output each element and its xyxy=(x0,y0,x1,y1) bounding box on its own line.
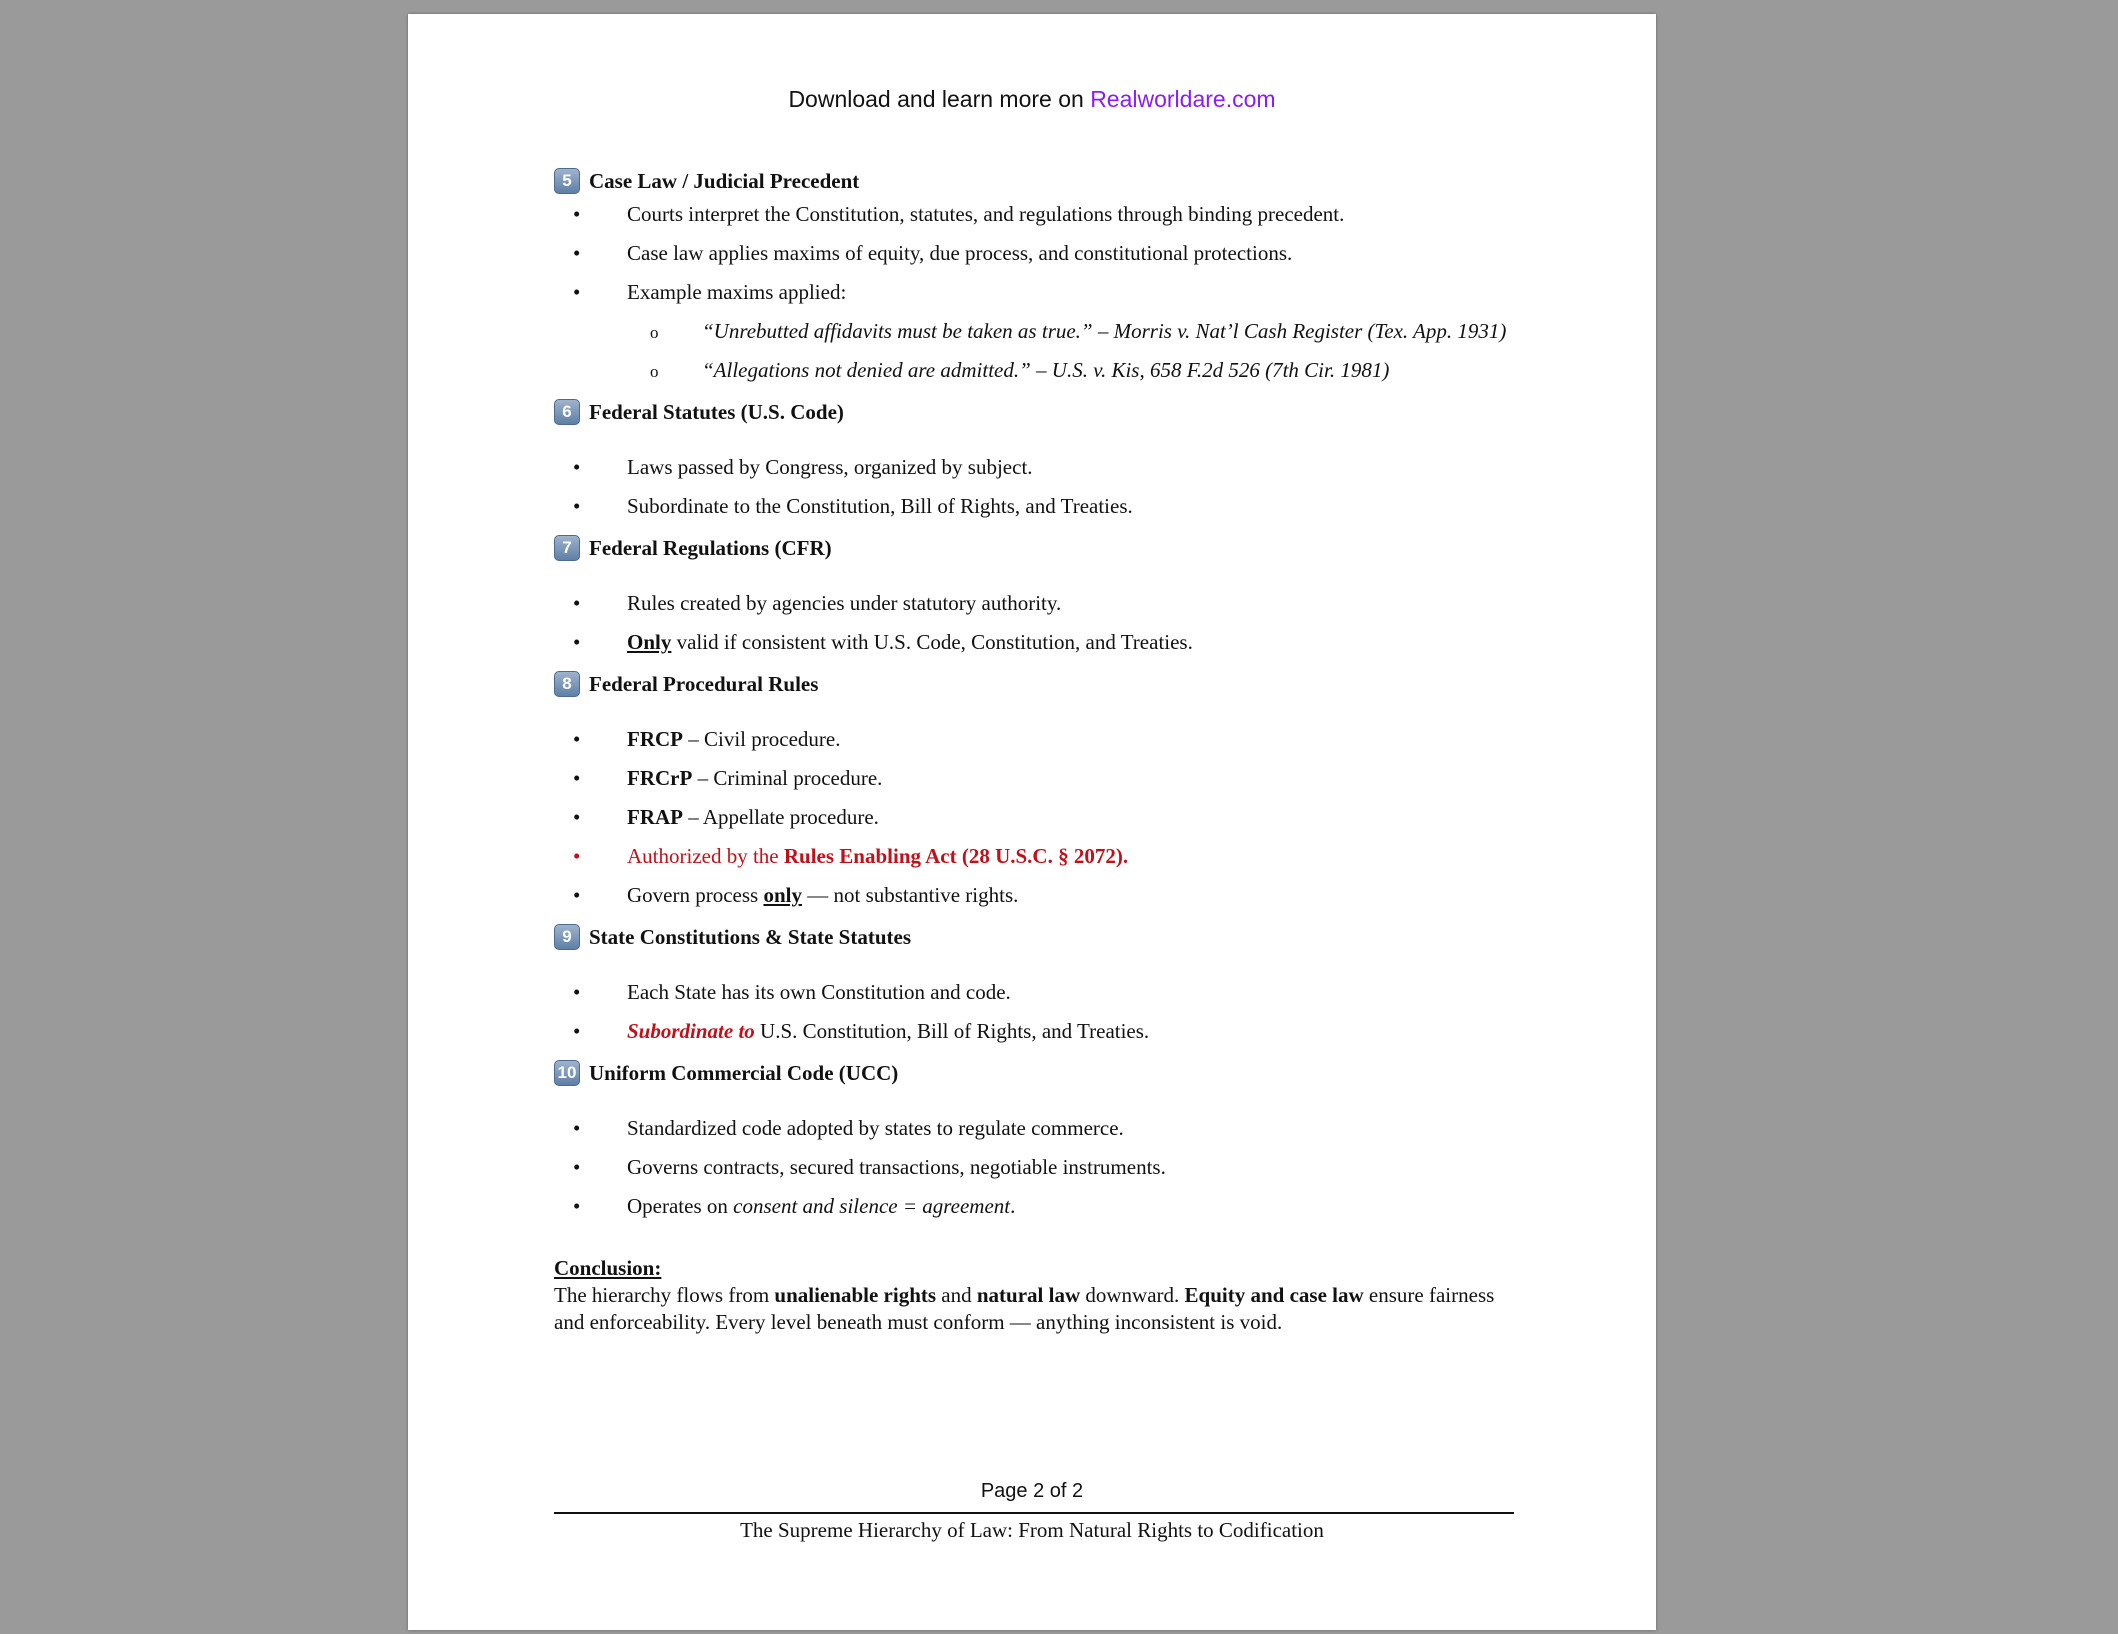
bold-run: Equity and case law xyxy=(1184,1283,1364,1307)
emphasis-only: only xyxy=(763,883,802,907)
section-heading xyxy=(554,1058,1514,1088)
item-text: valid if consistent with U.S. Code, Constitution, and Treaties. xyxy=(671,630,1193,654)
conclusion-label: Conclusion: xyxy=(554,1256,662,1280)
section-procedural-rules xyxy=(554,669,1514,908)
list-item: • Rules created by agencies under statutory authority. xyxy=(554,591,1514,616)
section-ucc xyxy=(554,1058,1514,1219)
list-item-highlight xyxy=(554,844,1514,869)
item-text: Govern process xyxy=(627,883,764,907)
text-run: and xyxy=(936,1283,977,1307)
conclusion-text xyxy=(554,1282,1514,1336)
list-item xyxy=(554,883,1514,908)
section-case-law xyxy=(554,166,1514,383)
section-title: Federal Statutes (U.S. Code) xyxy=(589,399,844,424)
rule-abbr: FRAP xyxy=(627,805,683,829)
bullet-list xyxy=(554,1116,1514,1219)
rules-enabling-act: Rules Enabling Act (28 U.S.C. § 2072). xyxy=(783,844,1129,868)
list-item: • Case law applies maxims of equity, due process, and constitutional protections. xyxy=(554,241,1514,266)
list-item: • Courts interpret the Constitution, statutes, and regulations through binding precedent. xyxy=(554,202,1514,227)
section-heading xyxy=(554,166,1514,196)
keycap-number-icon: 5 xyxy=(554,168,580,194)
footer-title: The Supreme Hierarchy of Law: From Natural Rights to Codification xyxy=(740,1518,1324,1542)
section-title: State Constitutions & State Statutes xyxy=(589,924,911,949)
rule-desc: – Civil procedure. xyxy=(683,727,841,751)
list-item: • Laws passed by Congress, organized by subject. xyxy=(554,455,1514,480)
section-heading xyxy=(554,669,1514,699)
document-page xyxy=(408,14,1656,1630)
sub-list-item: o “Allegations not denied are admitted.” – U.S. v. Kis, 658 F.2d 526 (7th Cir. 1981) xyxy=(554,358,1514,383)
subordinate-emphasis: Subordinate to xyxy=(627,1019,755,1043)
download-header xyxy=(408,86,1656,113)
text-run: The hierarchy flows from xyxy=(554,1283,775,1307)
emphasis-only: Only xyxy=(627,630,672,654)
list-item: • Subordinate to the Constitution, Bill of Rights, and Treaties. xyxy=(554,494,1514,519)
section-heading xyxy=(554,533,1514,563)
keycap-number-icon: 8 xyxy=(554,671,580,697)
list-item: • Example maxims applied: xyxy=(554,280,1514,305)
keycap-number-icon: 9 xyxy=(554,924,580,950)
footer-divider xyxy=(554,1512,1514,1514)
item-text: U.S. Constitution, Bill of Rights, and Treaties. xyxy=(754,1019,1150,1043)
bullet-list xyxy=(554,980,1514,1044)
section-federal-statutes xyxy=(554,397,1514,519)
list-item xyxy=(554,727,1514,752)
section-heading xyxy=(554,397,1514,427)
conclusion xyxy=(554,1255,1514,1336)
text-run: ensure fairness and enforceability. Every level beneath must conform — anything inconsistent is void. xyxy=(554,1283,1495,1334)
list-item xyxy=(554,1194,1514,1219)
item-italic: consent and silence = agreement xyxy=(733,1194,1011,1218)
list-item xyxy=(554,1019,1514,1044)
section-heading xyxy=(554,922,1514,952)
item-text: Authorized by the xyxy=(627,844,784,868)
keycap-number-icon: 10 xyxy=(554,1060,580,1086)
section-state-law xyxy=(554,922,1514,1044)
bullet-list xyxy=(554,202,1514,383)
item-text: . xyxy=(1010,1194,1016,1218)
section-title: Case Law / Judicial Precedent xyxy=(589,168,860,193)
sub-list-item: o “Unrebutted affidavits must be taken as true.” – Morris v. Nat’l Cash Register (Tex. App. 1931) xyxy=(554,319,1514,344)
rule-desc: – Criminal procedure. xyxy=(692,766,883,790)
bullet-list xyxy=(554,591,1514,655)
keycap-number-icon: 6 xyxy=(554,399,580,425)
website-link[interactable]: Realworldare.com xyxy=(1090,86,1276,112)
rule-abbr: FRCP xyxy=(627,727,683,751)
list-item: • Each State has its own Constitution and code. xyxy=(554,980,1514,1005)
list-item xyxy=(554,805,1514,830)
bullet-list xyxy=(554,455,1514,519)
list-item xyxy=(554,630,1514,655)
rule-desc: – Appellate procedure. xyxy=(683,805,879,829)
bullet-list xyxy=(554,727,1514,908)
bold-run: natural law xyxy=(976,1283,1081,1307)
section-federal-regulations xyxy=(554,533,1514,655)
keycap-number-icon: 7 xyxy=(554,535,580,561)
item-text: Operates on xyxy=(627,1194,734,1218)
list-item: • Governs contracts, secured transactions, negotiable instruments. xyxy=(554,1155,1514,1180)
rule-abbr: FRCrP xyxy=(627,766,693,790)
section-title: Federal Procedural Rules xyxy=(589,671,819,696)
section-title: Uniform Commercial Code (UCC) xyxy=(589,1060,899,1085)
page-number: Page 2 of 2 xyxy=(980,1480,1084,1502)
bold-run: unalienable rights xyxy=(774,1283,937,1307)
item-text: — not substantive rights. xyxy=(801,883,1019,907)
header-text: Download and learn more on xyxy=(788,86,1091,112)
document-body xyxy=(554,166,1514,1336)
section-title: Federal Regulations (CFR) xyxy=(589,535,832,560)
text-run: downward. xyxy=(1080,1283,1185,1307)
list-item xyxy=(554,766,1514,791)
list-item: • Standardized code adopted by states to regulate commerce. xyxy=(554,1116,1514,1141)
